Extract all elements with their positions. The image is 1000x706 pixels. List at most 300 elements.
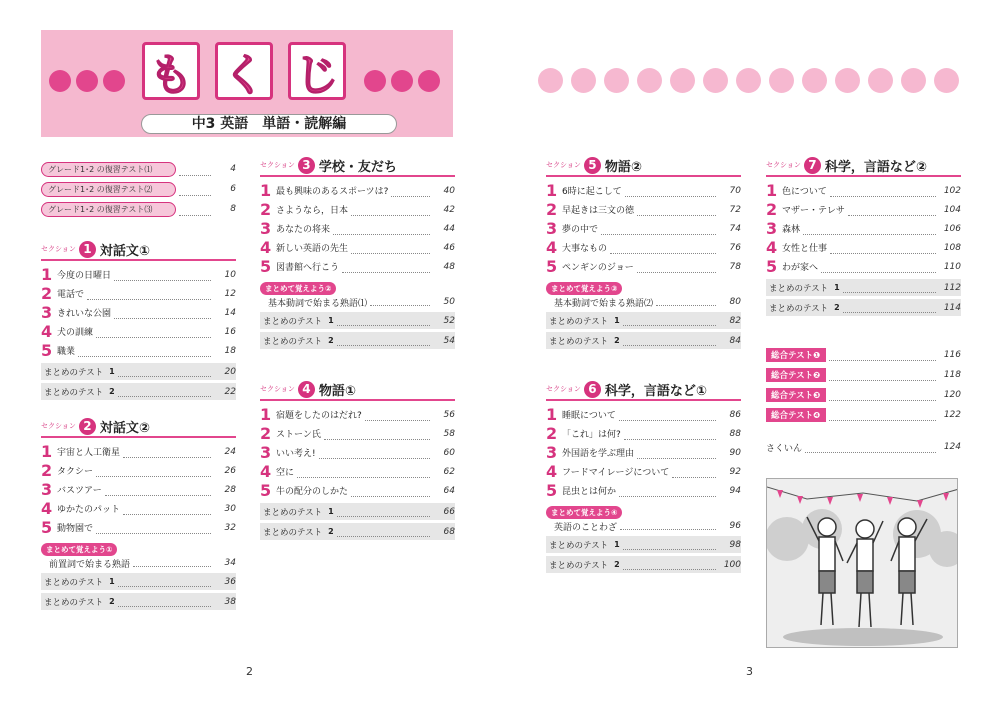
test-label: まとめのテスト xyxy=(549,540,609,551)
page-number: 54 xyxy=(443,335,455,346)
decor-dot xyxy=(538,68,563,93)
section-title: 学校・友だち xyxy=(318,159,397,175)
page-number: 16 xyxy=(224,326,236,337)
comprehensive-test-row[interactable] xyxy=(766,366,961,384)
leader xyxy=(105,495,211,496)
leader xyxy=(118,396,211,397)
review-item[interactable] xyxy=(546,519,741,533)
page-number: 32 xyxy=(224,522,236,533)
test-number: 1 xyxy=(109,367,115,376)
section-title: 科学，言語など② xyxy=(824,159,927,175)
review-badge: まとめて覚えよう④ xyxy=(546,506,622,519)
page-number: 112 xyxy=(943,282,961,293)
section-label: セクション xyxy=(546,385,581,393)
section-number: 2 xyxy=(79,418,96,435)
item-title: 最も興味のあるスポーツは? xyxy=(276,187,389,197)
leader xyxy=(623,569,716,570)
summary-test-row[interactable] xyxy=(260,523,455,540)
review-badge: まとめて覚えよう① xyxy=(41,543,117,556)
toc-item[interactable] xyxy=(766,219,961,238)
toc-item[interactable] xyxy=(41,322,236,341)
page-number-right: 3 xyxy=(746,665,753,678)
leader xyxy=(297,477,430,478)
leader xyxy=(133,566,211,567)
leader xyxy=(114,280,211,281)
leader xyxy=(637,215,716,216)
comprehensive-test-row[interactable] xyxy=(766,406,961,424)
toc-item[interactable] xyxy=(41,461,236,480)
section-title: 物語② xyxy=(604,159,642,175)
title-char: も xyxy=(142,42,200,100)
item-title: 新しい英語の先生 xyxy=(276,244,349,254)
item-number: 3 xyxy=(41,302,53,322)
toc-item[interactable] xyxy=(41,499,236,518)
item-title: さようなら，日本 xyxy=(276,206,349,216)
page-number: 96 xyxy=(729,521,741,531)
page-number: 114 xyxy=(943,302,961,313)
review-item[interactable] xyxy=(41,556,236,570)
toc-item[interactable] xyxy=(260,405,455,424)
toc-item[interactable] xyxy=(260,424,455,443)
leader xyxy=(123,514,211,515)
decor-dot xyxy=(868,68,893,93)
item-title: 犬の訓練 xyxy=(57,328,94,338)
item-number: 4 xyxy=(546,237,558,257)
leader xyxy=(342,272,430,273)
item-number: 1 xyxy=(41,264,53,284)
summary-test-row[interactable] xyxy=(546,312,741,329)
toc-item[interactable] xyxy=(546,405,741,424)
leader xyxy=(623,549,716,550)
item-title: 職業 xyxy=(57,347,76,357)
decor-dot xyxy=(571,68,596,93)
item-title: 睡眠について xyxy=(562,411,616,421)
toc-item[interactable] xyxy=(766,257,961,276)
item-number: 2 xyxy=(546,199,558,219)
leader xyxy=(78,356,211,357)
toc-item[interactable] xyxy=(260,481,455,500)
test-number: 2 xyxy=(614,336,620,345)
toc-item[interactable] xyxy=(546,238,741,257)
decor-dot xyxy=(835,68,860,93)
item-title: 外国語を学ぶ理由 xyxy=(562,449,635,459)
decor-dot xyxy=(604,68,629,93)
page-number: 58 xyxy=(443,428,455,439)
summary-test-row[interactable] xyxy=(260,312,455,329)
item-title: きれいな公園 xyxy=(57,309,112,319)
page-number: 60 xyxy=(443,447,455,458)
review-badge: まとめて覚えよう③ xyxy=(546,282,622,295)
test-label: まとめのテスト xyxy=(769,303,829,314)
page-number: 42 xyxy=(443,204,455,215)
test-label: まとめのテスト xyxy=(44,367,104,378)
review-title: 基本動詞で始まる熟語⑴ xyxy=(268,298,368,309)
item-number: 3 xyxy=(41,479,53,499)
section-title: 物語① xyxy=(318,383,356,399)
leader xyxy=(625,196,716,197)
section-label: セクション xyxy=(766,161,801,169)
review-item[interactable] xyxy=(546,295,741,309)
summary-test-row[interactable] xyxy=(546,556,741,573)
page-number: 104 xyxy=(943,204,961,215)
toc-item[interactable] xyxy=(546,257,741,276)
toc-item[interactable] xyxy=(546,424,741,443)
toc-item[interactable] xyxy=(546,462,741,481)
item-number: 5 xyxy=(546,480,558,500)
leader xyxy=(656,305,716,306)
toc-item[interactable] xyxy=(41,442,236,461)
leader xyxy=(620,529,716,530)
test-number: 2 xyxy=(834,303,840,312)
toc-item[interactable] xyxy=(766,181,961,200)
decor-dot xyxy=(934,68,959,93)
section-number: 4 xyxy=(298,381,315,398)
leader xyxy=(319,458,430,459)
summary-test-row[interactable] xyxy=(546,332,741,349)
item-title: 空に xyxy=(276,468,295,478)
page-number: 26 xyxy=(224,465,236,476)
leader xyxy=(365,420,430,421)
page-number: 86 xyxy=(729,409,741,420)
leader xyxy=(118,606,211,607)
leader xyxy=(623,345,716,346)
toc-item[interactable] xyxy=(546,200,741,219)
leader xyxy=(601,234,716,235)
test-number: 1 xyxy=(834,283,840,292)
decor-dot xyxy=(802,68,827,93)
toc-item[interactable] xyxy=(260,181,455,200)
leader xyxy=(829,380,936,381)
test-label: まとめのテスト xyxy=(263,507,323,518)
leader xyxy=(114,318,211,319)
page-number: 124 xyxy=(943,442,961,452)
leader xyxy=(333,234,430,235)
item-number: 2 xyxy=(260,423,272,443)
page-number: 66 xyxy=(443,506,455,517)
item-number: 4 xyxy=(260,461,272,481)
page-number: 14 xyxy=(224,307,236,318)
page-number: 94 xyxy=(729,485,741,496)
section-number: 7 xyxy=(804,157,821,174)
section-header xyxy=(260,379,455,401)
item-title: 女性と仕事 xyxy=(782,244,828,254)
leader xyxy=(821,272,936,273)
leader xyxy=(179,215,211,216)
leader xyxy=(179,195,211,196)
item-title: 色について xyxy=(782,187,827,197)
page-number: 8 xyxy=(230,204,236,214)
page-number: 10 xyxy=(224,269,236,280)
item-number: 4 xyxy=(41,498,53,518)
toc-item[interactable] xyxy=(260,200,455,219)
test-label: まとめのテスト xyxy=(44,577,104,588)
summary-test-row[interactable] xyxy=(41,363,236,380)
item-number: 5 xyxy=(546,256,558,276)
toc-item[interactable] xyxy=(766,238,961,257)
page-number: 50 xyxy=(443,297,455,307)
title-char: じ xyxy=(288,42,346,100)
page-number: 12 xyxy=(224,288,236,299)
toc-item[interactable] xyxy=(41,518,236,537)
item-title: いい考え! xyxy=(276,449,316,459)
comprehensive-test-row[interactable] xyxy=(766,346,961,364)
section-label: セクション xyxy=(41,245,76,253)
test-number: 1 xyxy=(614,540,620,549)
decor-dot xyxy=(418,70,440,92)
column-3 xyxy=(546,155,741,573)
item-title: あなたの将来 xyxy=(276,225,331,235)
page-number: 78 xyxy=(729,261,741,272)
decor-dot xyxy=(703,68,728,93)
toc-item[interactable] xyxy=(41,303,236,322)
index-row[interactable] xyxy=(766,438,961,456)
page-number: 44 xyxy=(443,223,455,234)
comprehensive-test-label: 総合テスト❹ xyxy=(766,408,826,422)
page-number: 102 xyxy=(943,185,961,196)
test-number: 2 xyxy=(109,597,115,606)
comprehensive-test-label: 総合テスト❷ xyxy=(766,368,826,382)
item-number: 1 xyxy=(260,404,272,424)
page-number: 90 xyxy=(729,447,741,458)
page-number: 46 xyxy=(443,242,455,253)
page-number: 122 xyxy=(943,410,961,420)
page-number: 18 xyxy=(224,345,236,356)
toc-item[interactable] xyxy=(546,181,741,200)
leader xyxy=(843,292,936,293)
test-number: 2 xyxy=(328,336,334,345)
page-number: 28 xyxy=(224,484,236,495)
page-number: 92 xyxy=(729,466,741,477)
toc-item[interactable] xyxy=(41,341,236,360)
review-title: 前置詞で始まる熟語 xyxy=(49,559,131,570)
leader xyxy=(337,325,430,326)
page-number: 34 xyxy=(224,558,236,568)
item-title: タクシー xyxy=(57,467,94,477)
page-number: 76 xyxy=(729,242,741,253)
leader xyxy=(96,337,211,338)
page-number: 116 xyxy=(943,350,961,360)
page-number: 62 xyxy=(443,466,455,477)
leader xyxy=(123,457,211,458)
test-number: 1 xyxy=(328,316,334,325)
test-number: 2 xyxy=(614,560,620,569)
section-number: 1 xyxy=(79,241,96,258)
toc-item[interactable] xyxy=(546,219,741,238)
comprehensive-test-label: 総合テスト❸ xyxy=(766,388,826,402)
decor-dot xyxy=(637,68,662,93)
leader xyxy=(623,325,716,326)
grade-test-label: グレード1･2 の復習テスト⑴ xyxy=(41,162,176,177)
item-number: 5 xyxy=(41,340,53,360)
section-header xyxy=(546,379,741,401)
leader xyxy=(324,439,430,440)
section-label: セクション xyxy=(260,385,295,393)
section-header xyxy=(41,416,236,438)
leader xyxy=(619,420,716,421)
decor-dot xyxy=(364,70,386,92)
item-title: 図書館へ行こう xyxy=(276,263,340,273)
test-number: 1 xyxy=(109,577,115,586)
test-label: まとめのテスト xyxy=(769,283,829,294)
page-number: 20 xyxy=(224,366,236,377)
decor-dot xyxy=(670,68,695,93)
section-label: セクション xyxy=(260,161,295,169)
toc-item[interactable] xyxy=(260,238,455,257)
page-number: 52 xyxy=(443,315,455,326)
review-item[interactable] xyxy=(260,295,455,309)
page-number: 80 xyxy=(729,297,741,307)
grade-test-row[interactable] xyxy=(41,179,236,199)
leader xyxy=(672,477,716,478)
item-number: 3 xyxy=(546,442,558,462)
review-title: 英語のことわざ xyxy=(554,522,618,533)
column-4 xyxy=(766,155,961,458)
summary-test-row[interactable] xyxy=(260,503,455,520)
item-number: 4 xyxy=(766,237,778,257)
item-number: 1 xyxy=(766,180,778,200)
item-title: 6時に起こして xyxy=(562,187,622,197)
item-title: ストーン氏 xyxy=(276,430,321,440)
item-title: わが家へ xyxy=(782,263,819,273)
decor-dot xyxy=(901,68,926,93)
item-title: 動物園で xyxy=(57,524,94,534)
toc-item[interactable] xyxy=(260,443,455,462)
section-number: 6 xyxy=(584,381,601,398)
leader xyxy=(351,253,430,254)
leader xyxy=(179,175,211,176)
item-number: 3 xyxy=(546,218,558,238)
leader xyxy=(87,299,211,300)
page-number: 56 xyxy=(443,409,455,420)
toc-item[interactable] xyxy=(766,200,961,219)
page-number: 108 xyxy=(943,242,961,253)
section-header xyxy=(260,155,455,177)
item-number: 4 xyxy=(41,321,53,341)
toc-item[interactable] xyxy=(41,284,236,303)
page-number: 22 xyxy=(224,386,236,397)
section-title: 対話文① xyxy=(99,243,150,259)
page-number: 98 xyxy=(729,539,741,550)
item-title: 宿題をしたのはだれ? xyxy=(276,411,362,421)
page-number: 68 xyxy=(443,526,455,537)
leader xyxy=(637,458,716,459)
page-number: 84 xyxy=(729,335,741,346)
leader xyxy=(829,360,936,361)
leader xyxy=(829,400,936,401)
grade-test-row[interactable] xyxy=(41,159,236,179)
section-number: 3 xyxy=(298,157,315,174)
test-label: まとめのテスト xyxy=(263,527,323,538)
summary-test-row[interactable] xyxy=(260,332,455,349)
comprehensive-test-row[interactable] xyxy=(766,386,961,404)
item-number: 2 xyxy=(546,423,558,443)
leader xyxy=(118,586,211,587)
page-number: 72 xyxy=(729,204,741,215)
page-number-left: 2 xyxy=(246,665,253,678)
comprehensive-test-label: 総合テスト❶ xyxy=(766,348,826,362)
summary-test-row[interactable] xyxy=(546,536,741,553)
leader xyxy=(805,452,936,453)
toc-item[interactable] xyxy=(546,481,741,500)
section-label: セクション xyxy=(41,422,76,430)
leader xyxy=(619,496,716,497)
leader xyxy=(830,253,936,254)
item-number: 3 xyxy=(260,442,272,462)
item-title: ペンギンのジョー xyxy=(562,263,634,273)
page-number: 64 xyxy=(443,485,455,496)
item-number: 5 xyxy=(260,256,272,276)
summary-test-row[interactable] xyxy=(41,573,236,590)
section-number: 5 xyxy=(584,157,601,174)
page-number: 70 xyxy=(729,185,741,196)
toc-item[interactable] xyxy=(41,480,236,499)
column-2 xyxy=(260,155,455,540)
toc-item[interactable] xyxy=(260,257,455,276)
decor-dot xyxy=(391,70,413,92)
leader xyxy=(829,420,936,421)
decor-dot xyxy=(49,70,71,92)
item-title: マザー・テレサ xyxy=(782,206,845,216)
illustration xyxy=(766,478,958,648)
item-number: 5 xyxy=(766,256,778,276)
toc-item[interactable] xyxy=(260,219,455,238)
page-number: 48 xyxy=(443,261,455,272)
page-number: 6 xyxy=(230,184,236,194)
page-number: 82 xyxy=(729,315,741,326)
item-title: 昆虫とは何か xyxy=(562,487,617,497)
section-label: セクション xyxy=(546,161,581,169)
item-number: 2 xyxy=(41,283,53,303)
leader xyxy=(337,536,430,537)
summary-test-row[interactable] xyxy=(766,279,961,296)
section-header xyxy=(766,155,961,177)
test-label: まとめのテスト xyxy=(549,316,609,327)
grade-test-label: グレード1･2 の復習テスト⑶ xyxy=(41,202,176,217)
decor-dot xyxy=(736,68,761,93)
summary-test-row[interactable] xyxy=(41,383,236,400)
item-title: 大事なもの xyxy=(562,244,608,254)
item-title: バスツアー xyxy=(57,486,102,496)
leader xyxy=(370,305,430,306)
item-number: 4 xyxy=(260,237,272,257)
toc-item[interactable] xyxy=(260,462,455,481)
item-number: 2 xyxy=(41,460,53,480)
toc-item[interactable] xyxy=(546,443,741,462)
page-number: 110 xyxy=(943,261,961,272)
item-number: 5 xyxy=(260,480,272,500)
item-number: 3 xyxy=(766,218,778,238)
test-label: まとめのテスト xyxy=(263,316,323,327)
item-title: 夢の中で xyxy=(562,225,599,235)
page-number: 74 xyxy=(729,223,741,234)
item-number: 3 xyxy=(260,218,272,238)
toc-item[interactable] xyxy=(41,265,236,284)
grade-test-row[interactable] xyxy=(41,199,236,219)
item-number: 5 xyxy=(41,517,53,537)
leader xyxy=(624,439,716,440)
item-title: 今度の日曜日 xyxy=(57,271,112,281)
test-label: まとめのテスト xyxy=(549,560,609,571)
column-1 xyxy=(41,159,236,610)
test-number: 2 xyxy=(328,527,334,536)
leader xyxy=(337,345,430,346)
section-header xyxy=(546,155,741,177)
section-title: 対話文② xyxy=(99,420,150,436)
summary-test-row[interactable] xyxy=(766,299,961,316)
leader xyxy=(637,272,716,273)
summary-test-row[interactable] xyxy=(41,593,236,610)
page-number: 36 xyxy=(224,576,236,587)
